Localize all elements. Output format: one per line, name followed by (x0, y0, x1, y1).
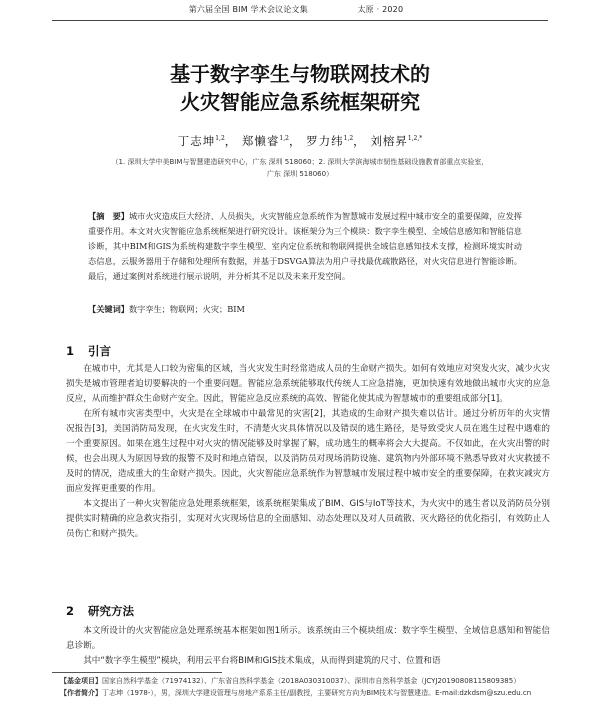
author: 刘榕昇$^{1,2,*}$ (370, 134, 423, 148)
section-body-methods (66, 624, 550, 669)
abstract-label: 【摘 要】 (88, 211, 129, 221)
keywords-label: 【关键词】 (88, 304, 129, 314)
title-line-1: 基于数字孪生与物联网技术的 (170, 62, 430, 86)
author-list: 丁志坤$^{1,2}$， 郑懒睿$^{1,2}$， 罗力纬$^{1,2}$， 刘榕昇$^{1,2,*}$ (177, 134, 423, 148)
paragraph: 本文所设计的火灾智能应急处理系统基本框架如图1所示。该系统由三个模块组成：数字孪生模型、全域信息感知和智能信息诊断。 (66, 626, 550, 651)
section-number: 1 (66, 344, 75, 358)
section-heading-intro (66, 343, 111, 359)
header-rule (52, 20, 548, 21)
author: 丁志坤$^{1,2}$ (177, 134, 225, 148)
affiliation-line-2: 广东 深圳 518060） (266, 170, 334, 178)
author-note (60, 687, 550, 699)
fund-label: 【基金项目】 (60, 677, 102, 685)
author: 罗力纬$^{1,2}$ (306, 134, 354, 148)
title-line-2: 火灾智能应急系统框架研究 (180, 90, 420, 114)
paragraph: 其中“数字孪生模型”模块，利用云平台将BIM和GIS技术集成，从而得到建筑的尺寸、位置和语 (83, 656, 441, 666)
affiliation-line-1: （1. 深圳大学中美BIM与智慧建造研究中心，广东 深圳 518060；2. 深圳大学滨海城市韧性基础设施教育部重点实验室， (111, 158, 489, 166)
paragraph: 在所有城市灾害类型中，火灾是在全球城市中最常见的灾害[2]，其造成的生命财产损失难以估计。通过分析历年的火灾情况报告[3]，美国消防局发现，在火灾发生时，不清楚火灾具体情况以及错误的逃生路径，是导致受灾人员在逃生过程中遇难的一个重要原因。如果在逃生过程中对火灾的情况能够及时掌握了解，成功逃生的概率将会大大提高。不仅如此，在火灾出警的时候，也会出现人为原因导致的报警不及时和地点错误，以及消防员对现场消防设施、建筑物内外部环境不熟悉导致对火灾救援不及时的情况，造成重大的生命财产损失。因此，火灾智能应急系统作为智慧城市发展过程中城市安全的重要保障，在救灾减灾方面应发挥更重要的作用。 (66, 409, 550, 494)
keywords-text: 数字孪生；物联网；火灾；BIM (128, 304, 245, 314)
footnotes (60, 675, 550, 699)
section-body-intro (66, 362, 550, 542)
paper-title (0, 60, 600, 116)
section-heading-methods (66, 603, 134, 619)
running-header (52, 4, 540, 15)
author-note-text: 丁志坤（1978-），男，深圳大学建设管理与房地产系系主任/副教授，主要研究方向为BIM技术与智慧建造。E-mail:dzkdsm@szu.edu.cn (102, 689, 532, 697)
section-title: 研究方法 (88, 604, 134, 618)
keywords (88, 302, 522, 316)
running-title: 第六届全国 BIM 学术会议论文集 (188, 5, 308, 14)
author-note-label: 【作者简介】 (60, 689, 102, 697)
footnote-rule (52, 672, 222, 673)
section-title: 引言 (88, 344, 111, 358)
abstract (88, 209, 522, 284)
affiliations (64, 156, 536, 180)
abstract-text: 城市火灾造成巨大经济、人员损失，火灾智能应急系统作为智慧城市发展过程中城市安全的重要保障，应发挥重要作用。本文对火灾智能应急系统框架进行研究设计。该框架分为三个模块：数字孪生模型、全域信息感知和智能信息诊断，其中BIM和GIS为系统构建数字孪生模型、室内定位系统和物联网提供全域信息感知技术支撑，检测环境实时动态信息，云服务器用于存储和处理所有数据，并基于DSVGA算法为用户寻找最优疏散路径，对火灾信息进行智能诊断。最后，通过案例对系统进行展示说明，并分析其不足以及未来开发空间。 (88, 211, 522, 281)
section-number: 2 (66, 604, 75, 618)
author: 郑懒睿$^{1,2}$ (241, 134, 289, 148)
paragraph: 在城市中，尤其是人口较为密集的区域，当火灾发生时经常造成人员的生命财产损失。如何有效地应对突发火灾，减少火灾损失是城市管理者迫切要解决的一个重要问题。智能应急系统能够取代传统人工应急措施，更加快速有效地做出城市火灾的应急反应，从而维护群众生命财产安全。因此，智能应急反应系统的高效、智能化使其成为智慧城市的重要组成部分[1]。 (66, 364, 550, 404)
fund-note (60, 675, 550, 687)
paragraph: 本文提出了一种火灾智能应急处理系统框架，该系统框架集成了BIM、GIS与IoT等技术，为火灾中的逃生者以及消防员分别提供实时精确的应急救灾指引，实现对火灾现场信息的全面感知、动态处理以及对人员疏散、灭火路径的优化指引，有效防止人员伤亡和财产损失。 (66, 499, 550, 539)
fund-text: 国家自然科学基金（71974132）、广东省自然科学基金（2018A030310037）、深圳市自然科学基金（JCYJ20190808115809385） (102, 677, 521, 685)
location-year: 太原 · 2020 (357, 5, 404, 14)
